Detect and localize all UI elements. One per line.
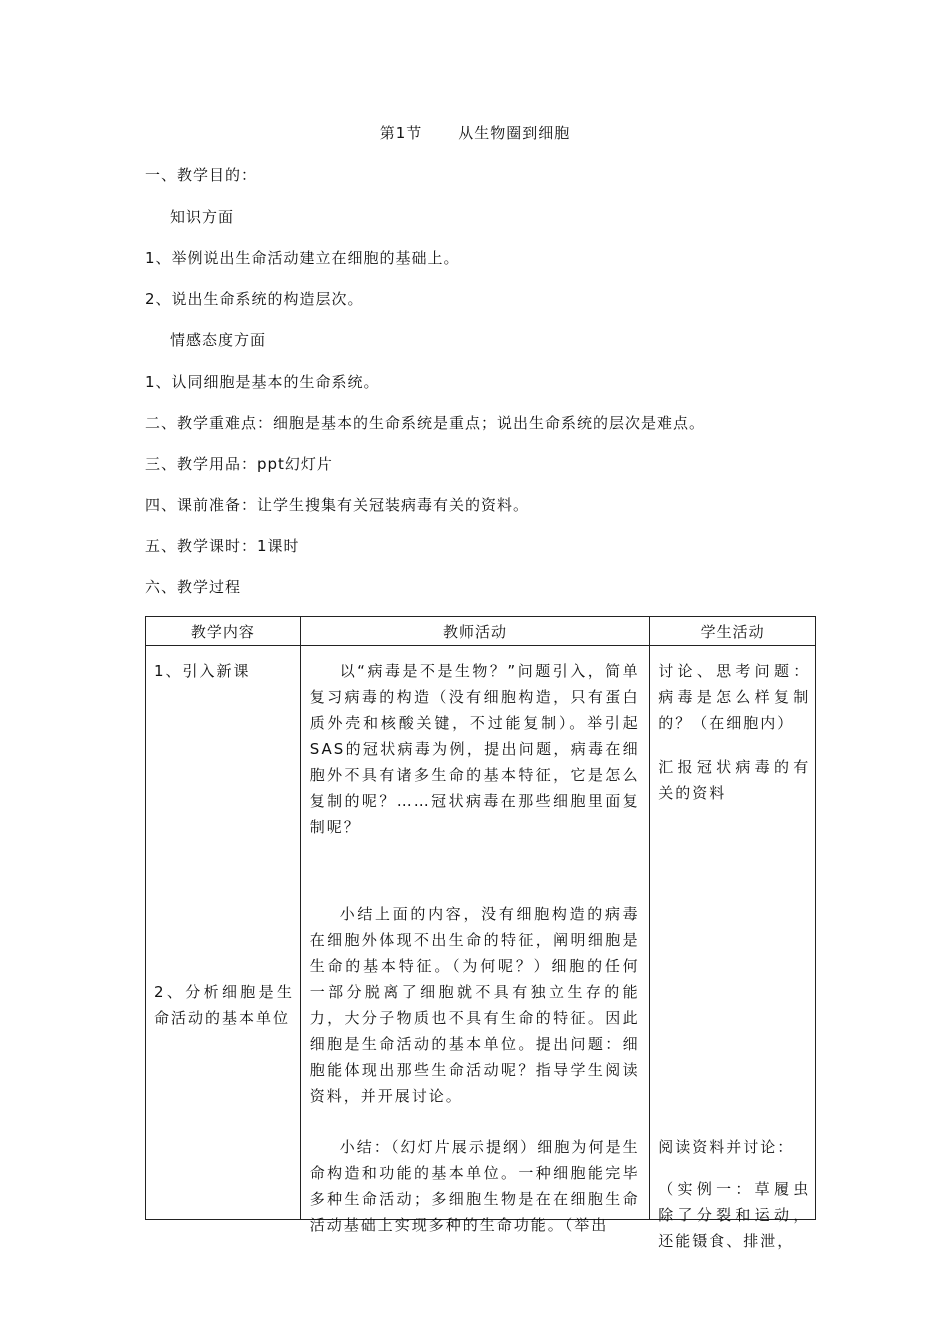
page-title	[0, 122, 950, 143]
header-student: 学生活动	[650, 617, 816, 646]
table-header-row	[146, 617, 816, 646]
materials: 三、教学用品：ppt幻灯片	[145, 455, 333, 473]
knowledge-item-1: 1、举例说出生命活动建立在细胞的基础上。	[145, 249, 460, 267]
process-heading: 六、教学过程	[145, 578, 242, 596]
preparation: 四、课前准备：让学生搜集有关冠装病毒有关的资料。	[145, 496, 530, 514]
teacher-activity-2: 小结上面的内容，没有细胞构造的病毒在细胞外体现不出生命的特征，阐明细胞是生命的基本特征。（为何呢？）细胞的任何一部分脱离了细胞就不具有独立生存的能力，大分子物质也不具有生命的特征。因此细胞是生命活动的基本单位。提出问题：细胞能体现出那些生命活动呢？指导学生阅读资料，并开展讨论。	[309, 905, 640, 1105]
emotion-heading: 情感态度方面	[170, 331, 267, 349]
student-activity-2: 汇报冠状病毒的有关的资料	[658, 758, 811, 802]
content-column	[146, 646, 301, 1220]
header-content: 教学内容	[146, 617, 301, 646]
section-name: 从生物圈到细胞	[458, 124, 571, 142]
class-periods: 五、教学课时：1课时	[145, 537, 300, 555]
key-points: 二、教学重难点：细胞是基本的生命系统是重点；说出生命系统的层次是难点。	[145, 414, 706, 432]
content-item-2: 2、分析细胞是生命活动的基本单位	[154, 983, 294, 1027]
teacher-column	[300, 646, 650, 1234]
teaching-process-table	[145, 616, 816, 1250]
header-teacher: 教师活动	[300, 617, 650, 646]
table-row	[146, 646, 816, 1220]
objectives-heading: 一、教学目的：	[145, 166, 258, 184]
content-item-1: 1、引入新课	[154, 662, 251, 680]
knowledge-heading: 知识方面	[170, 208, 235, 226]
student-activity-4: （实例一：草履虫除了分裂和运动，还能镊食、排泄，	[658, 1180, 811, 1250]
student-column	[650, 646, 816, 1250]
student-activity-1: 讨论、思考问题：病毒是怎么样复制的？（在细胞内）	[658, 662, 811, 732]
emotion-item-1: 1、认同细胞是基本的生命系统。	[145, 373, 380, 391]
teacher-activity-1: 以“病毒是不是生物？”问题引入，简单复习病毒的构造（没有细胞构造，只有蛋白质外壳和核酸关键，不过能复制）。举引起SAS的冠状病毒为例，提出问题，病毒在细胞外不具有诸多生命的基本特征，它是怎么复制的呢？……冠状病毒在那些细胞里面复制呢？	[309, 662, 640, 836]
teacher-activity-3: 小结：（幻灯片展示提纲）细胞为何是生命构造和功能的基本单位。一种细胞能完毕多种生命活动；多细胞生物是在在细胞生命活动基础上实现多种的生命功能。（举出	[309, 1138, 640, 1234]
section-number: 第1节	[379, 124, 423, 142]
knowledge-item-2: 2、说出生命系统的构造层次。	[145, 290, 364, 308]
student-activity-3: 阅读资料并讨论：	[658, 1138, 795, 1156]
